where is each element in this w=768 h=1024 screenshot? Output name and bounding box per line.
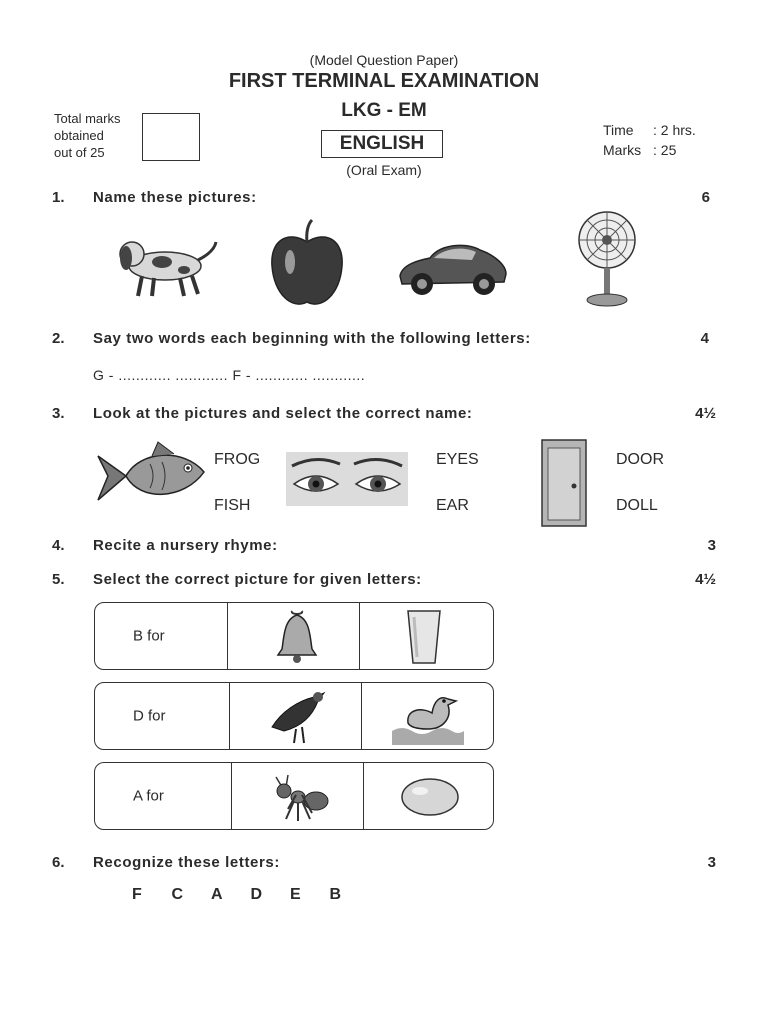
letter-row-label: B for <box>133 627 165 645</box>
bell-icon <box>276 609 318 665</box>
question-text: Name these pictures: <box>93 189 257 206</box>
question-marks: 4½ <box>695 405 716 422</box>
duck-icon <box>392 687 464 745</box>
picture-cell[interactable] <box>359 603 494 669</box>
question-marks: 6 <box>701 189 710 206</box>
question-text: Say two words each beginning with the following letters: <box>93 330 531 347</box>
egg-icon <box>400 777 460 817</box>
option-eyes[interactable]: EYES <box>436 451 479 468</box>
class-line: LKG - EM <box>341 100 427 121</box>
marks-label-line: obtained <box>54 128 104 143</box>
apple-icon <box>268 218 346 310</box>
letter-row-label: A for <box>133 787 164 805</box>
question-number: 6. <box>52 854 65 871</box>
letters-answer-line[interactable]: G - ............ ............ F - ............ ............ <box>93 367 366 383</box>
question-marks: 4 <box>700 330 709 347</box>
letter-item: D <box>250 886 263 903</box>
letter-row-a <box>94 762 494 830</box>
question-marks: 3 <box>707 854 716 871</box>
subject-title: ENGLISH <box>321 130 443 158</box>
question-number: 4. <box>52 537 65 554</box>
total-marks-label <box>54 110 120 161</box>
question-number: 1. <box>52 189 65 206</box>
fish-icon <box>96 442 208 512</box>
question-text: Recite a nursery rhyme: <box>93 537 278 554</box>
letter-row-label: D for <box>133 707 166 725</box>
eyes-icon <box>286 452 408 506</box>
picture-cell[interactable] <box>361 683 494 749</box>
question-marks: 4½ <box>695 571 716 588</box>
ant-icon <box>266 769 330 825</box>
glass-icon <box>406 609 442 665</box>
question-number: 2. <box>52 330 65 347</box>
letter-item: A <box>211 886 223 903</box>
eagle-icon <box>268 687 326 745</box>
car-icon <box>396 234 510 300</box>
time-label: Time <box>603 122 634 138</box>
marks-obtained-box[interactable] <box>142 113 200 161</box>
marks-value: : 25 <box>653 142 677 158</box>
option-ear[interactable]: EAR <box>436 497 469 514</box>
question-marks: 3 <box>707 537 716 554</box>
picture-cell[interactable] <box>231 763 364 829</box>
paper-subtitle: (Model Question Paper) <box>309 52 459 68</box>
question-number: 5. <box>52 571 65 588</box>
letter-item: F <box>132 886 142 903</box>
letters-to-recognize <box>132 886 369 904</box>
option-doll[interactable]: DOLL <box>616 497 658 514</box>
letter-item: B <box>329 886 342 903</box>
marks-label: Marks <box>603 142 642 158</box>
letter-item: E <box>290 886 301 903</box>
question-text: Recognize these letters: <box>93 854 280 871</box>
exam-type: (Oral Exam) <box>346 162 422 178</box>
picture-cell[interactable] <box>229 683 362 749</box>
option-fish[interactable]: FISH <box>214 497 251 514</box>
exam-title: FIRST TERMINAL EXAMINATION <box>228 70 540 92</box>
picture-cell[interactable] <box>363 763 494 829</box>
door-icon <box>542 440 586 526</box>
fan-icon <box>574 208 640 308</box>
option-door[interactable]: DOOR <box>616 451 664 468</box>
option-frog[interactable]: FROG <box>214 451 261 468</box>
letter-row-d <box>94 682 494 750</box>
time-value: : 2 hrs. <box>653 122 696 138</box>
question-text: Look at the pictures and select the correct name: <box>93 405 473 422</box>
dog-icon <box>110 232 222 300</box>
letter-item: C <box>171 886 184 903</box>
picture-cell[interactable] <box>227 603 360 669</box>
question-number: 3. <box>52 405 65 422</box>
marks-label-line: Total marks <box>54 111 121 126</box>
question-text: Select the correct picture for given letters: <box>93 571 422 588</box>
letter-row-b <box>94 602 494 670</box>
marks-label-line: out of 25 <box>54 145 105 160</box>
exam-meta <box>603 120 696 160</box>
